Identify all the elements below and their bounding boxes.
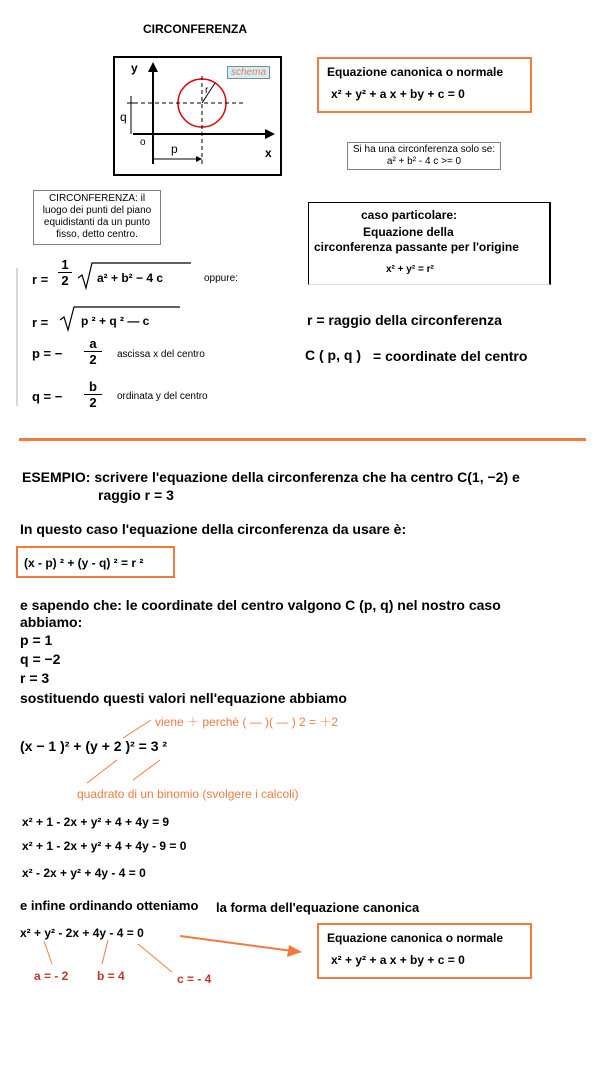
binomial-note: quadrato di un binomio (svolgere i calcoli) <box>77 787 299 801</box>
knowing-line-1: e sapendo che: le coordinate del centro valgono C (p, q) nel nostro caso <box>20 597 501 613</box>
final-equation: x² + y² - 2x + 4y - 4 = 0 <box>20 926 144 940</box>
r-fraction-denominator: 2 <box>58 272 72 288</box>
p-formula-lhs: p = − <box>32 346 63 361</box>
page-title: CIRCONFERENZA <box>143 22 247 36</box>
example-line-1: ESEMPIO: scrivere l'equazione della circonferenza che ha centro C(1, −2) e <box>22 469 520 485</box>
sign-note: viene ＋ perchè ( — )( — ) 2 = ＋2 <box>155 715 339 729</box>
r-formula-radicand: a² + b² − 4 c <box>97 271 164 285</box>
q-value: q = −2 <box>20 651 61 667</box>
particular-formula: x² + y² = r² <box>386 264 434 275</box>
particular-line-3: circonferenza passante per l'origine <box>314 240 519 254</box>
q-label: q <box>120 110 127 124</box>
p-fraction-denominator: 2 <box>84 351 102 367</box>
general-equation: (x - p) ² + (y - q) ² = r ² <box>24 556 144 570</box>
condition-line-1: Si ha una circonferenza solo se: <box>352 144 496 155</box>
p-fraction-numerator: a <box>89 336 97 351</box>
particular-line-2: Equazione della <box>363 225 454 239</box>
r-fraction-numerator: 1 <box>61 257 69 272</box>
center-meaning: = coordinate del centro <box>373 348 528 364</box>
q-fraction-denominator: 2 <box>84 394 102 410</box>
c-coefficient: c = - 4 <box>177 972 212 986</box>
p-formula-note: ascissa x del centro <box>117 349 205 360</box>
final-intro-2: la forma dell'equazione canonica <box>216 900 420 915</box>
canonical-box-2-title: Equazione canonica o normale <box>327 931 504 945</box>
x-axis-label: x <box>265 146 272 160</box>
step-3: x² - 2x + y² + 4y - 4 = 0 <box>22 866 146 880</box>
substituted-equation: (x − 1 )² + (y + 2 )² = 3 ² <box>20 738 168 754</box>
r-value: r = 3 <box>20 670 50 686</box>
canonical-box-formula: x² + y² + a x + by + c = 0 <box>331 87 465 101</box>
definition-line-2: luogo dei punti del piano <box>42 205 152 216</box>
canonical-equation-box-2 <box>317 923 532 979</box>
q-formula-lhs: q = − <box>32 389 63 404</box>
substituting-text: sostituendo questi valori nell'equazione abbiamo <box>20 690 347 706</box>
oppure-label: oppure: <box>204 273 238 284</box>
step-2: x² + 1 - 2x + y² + 4 + 4y - 9 = 0 <box>22 839 187 853</box>
canonical-box-title: Equazione canonica o normale <box>327 65 504 79</box>
example-intro: In questo caso l'equazione della circonferenza da usare è: <box>20 521 407 537</box>
b-coefficient: b = 4 <box>97 969 125 983</box>
knowing-line-2: abbiamo: <box>20 614 83 630</box>
radius-label: r <box>205 85 209 96</box>
r-formula-2-radicand: p ² + q ² — c <box>81 314 150 328</box>
definition-line-4: fisso, detto centro. <box>56 229 138 240</box>
p-label: p <box>171 142 178 156</box>
p-value: p = 1 <box>20 632 53 648</box>
canonical-box-2-formula: x² + y² + a x + by + c = 0 <box>331 953 465 967</box>
definition-line-3: equidistanti da un punto <box>43 217 151 228</box>
origin-label: o <box>140 137 146 148</box>
r-formula-lhs: r = <box>32 272 49 287</box>
step-1: x² + 1 - 2x + y² + 4 + 4y = 9 <box>22 815 170 829</box>
center-label: C ( p, q ) <box>305 347 361 363</box>
condition-line-2: a² + b² - 4 c >= 0 <box>386 156 462 167</box>
particular-line-1: caso particolare: <box>361 208 458 222</box>
y-axis-label: y <box>131 61 138 75</box>
definition-line-1: CIRCONFERENZA: il <box>48 193 146 204</box>
schema-tag: schema <box>227 66 270 79</box>
q-fraction-numerator: b <box>89 379 97 394</box>
example-line-2: raggio r = 3 <box>98 487 174 503</box>
r-formula-2-lhs: r = <box>32 315 49 330</box>
radius-meaning: r = raggio della circonferenza <box>307 312 502 328</box>
final-intro: e infine ordinando otteniamo <box>20 898 199 913</box>
a-coefficient: a = - 2 <box>34 969 69 983</box>
q-formula-note: ordinata y del centro <box>117 391 208 402</box>
